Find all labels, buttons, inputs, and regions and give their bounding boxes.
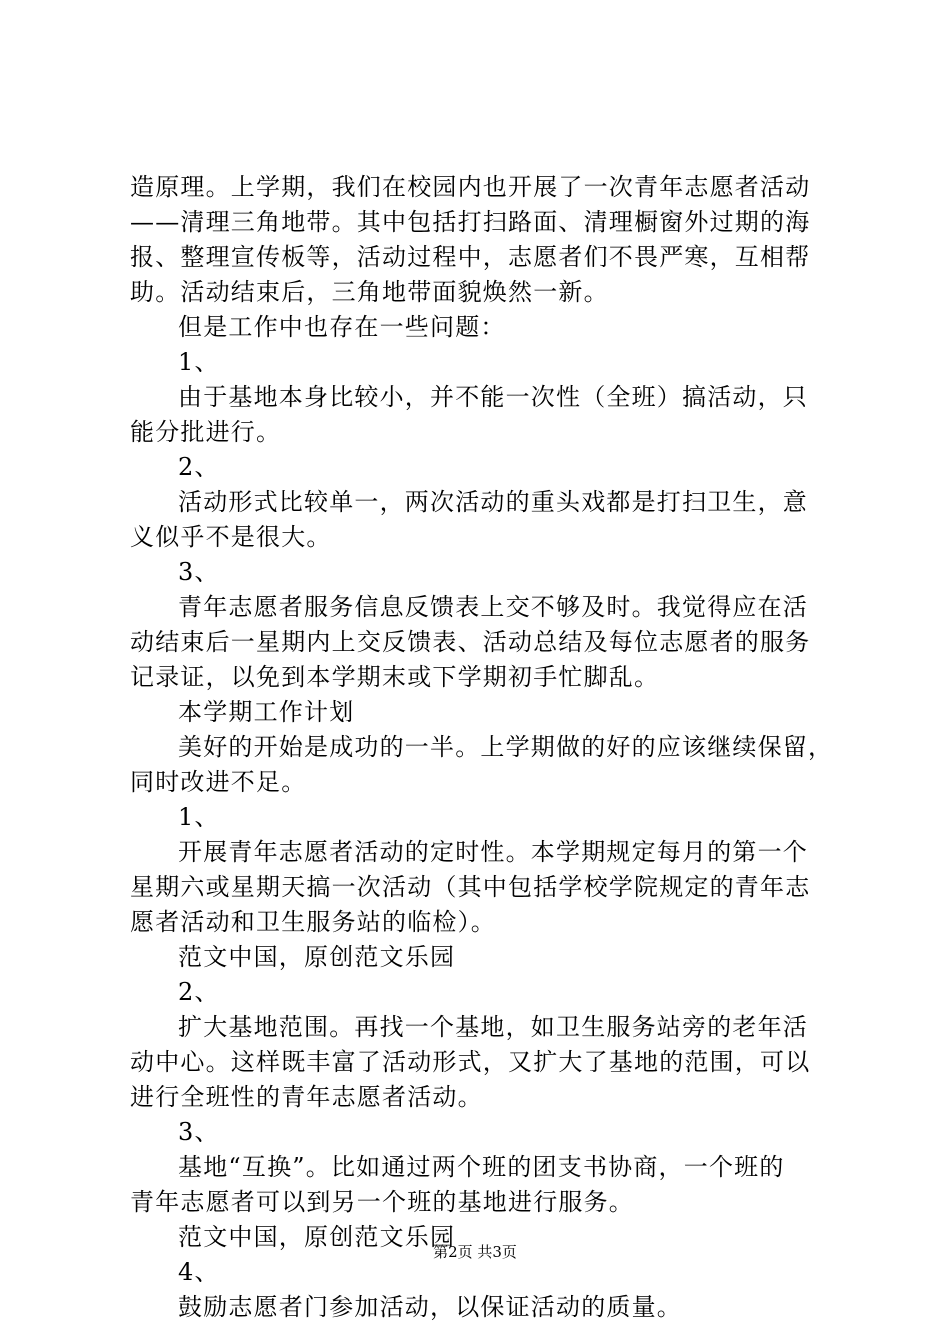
text-line: 同时改进不足。: [130, 768, 307, 796]
text-line: 3、: [178, 558, 220, 586]
text-line: 扩大基地范围。再找一个基地，如卫生服务站旁的老年活: [178, 1013, 808, 1041]
paragraph: [130, 800, 830, 835]
text-line: 3、: [178, 1118, 220, 1146]
paragraph: [130, 1290, 830, 1325]
paragraph: [130, 835, 830, 940]
text-line: 助。活动结束后，三角地带面貌焕然一新。: [130, 278, 609, 306]
text-line: 能分批进行。: [130, 418, 282, 446]
text-line: 报、整理宣传板等，活动过程中，志愿者们不畏严寒，互相帮: [130, 243, 811, 271]
text-line: 美好的开始是成功的一半。上学期做的好的应该继续保留，: [178, 733, 834, 761]
text-line: 愿者活动和卫生服务站的临检）。: [130, 908, 496, 936]
paragraph: [130, 170, 830, 310]
text-line: 记录证，以免到本学期末或下学期初手忙脚乱。: [130, 663, 660, 691]
paragraph: [130, 1010, 830, 1115]
text-line: 1、: [178, 348, 220, 376]
paragraph: [130, 1150, 830, 1220]
text-line: 2、: [178, 978, 220, 1006]
text-line: 星期六或星期天搞一次活动（其中包括学校学院规定的青年志: [130, 873, 811, 901]
paragraph: [130, 695, 830, 730]
paragraph: [130, 730, 834, 800]
text-line: 动中心。这样既丰富了活动形式，又扩大了基地的范围，可以: [130, 1048, 811, 1076]
page-footer: 第2页 共3页: [433, 1243, 517, 1261]
paragraph: [130, 555, 830, 590]
text-line: 进行全班性的青年志愿者活动。: [130, 1083, 483, 1111]
text-line: 动结束后一星期内上交反馈表、活动总结及每位志愿者的服务: [130, 628, 811, 656]
paragraph: [130, 940, 830, 975]
text-line: 基地“互换”。比如通过两个班的团支书协商，一个班的: [178, 1153, 785, 1181]
text-line: 义似乎不是很大。: [130, 523, 332, 551]
paragraph: [130, 1115, 830, 1150]
paragraph: [130, 450, 830, 485]
text-line: 但是工作中也存在一些问题：: [178, 313, 506, 341]
paragraph: [130, 345, 830, 380]
text-line: ——清理三角地带。其中包括打扫路面、清理橱窗外过期的海: [130, 208, 811, 236]
text-line: 由于基地本身比较小，并不能一次性（全班）搞活动，只: [178, 383, 808, 411]
text-line: 范文中国，原创范文乐园: [178, 1223, 456, 1251]
text-line: 范文中国，原创范文乐园: [178, 943, 456, 971]
text-line: 1、: [178, 803, 220, 831]
text-line: 青年志愿者可以到另一个班的基地进行服务。: [130, 1188, 634, 1216]
paragraph: [130, 310, 830, 345]
text-line: 2、: [178, 453, 220, 481]
paragraph: [130, 590, 830, 695]
paragraph: [130, 975, 830, 1010]
text-line: 青年志愿者服务信息反馈表上交不够及时。我觉得应在活: [178, 593, 808, 621]
text-line: 开展青年志愿者活动的定时性。本学期规定每月的第一个: [178, 838, 808, 866]
text-line: 造原理。上学期，我们在校园内也开展了一次青年志愿者活动: [130, 173, 811, 201]
paragraph: [130, 485, 830, 555]
text-line: 鼓励志愿者门参加活动，以保证活动的质量。: [178, 1293, 682, 1321]
text-line: 本学期工作计划: [178, 698, 355, 726]
paragraph: [130, 380, 830, 450]
text-line: 4、: [178, 1258, 220, 1286]
text-line: 活动形式比较单一，两次活动的重头戏都是打扫卫生，意: [178, 488, 808, 516]
document-body: [130, 170, 834, 1325]
